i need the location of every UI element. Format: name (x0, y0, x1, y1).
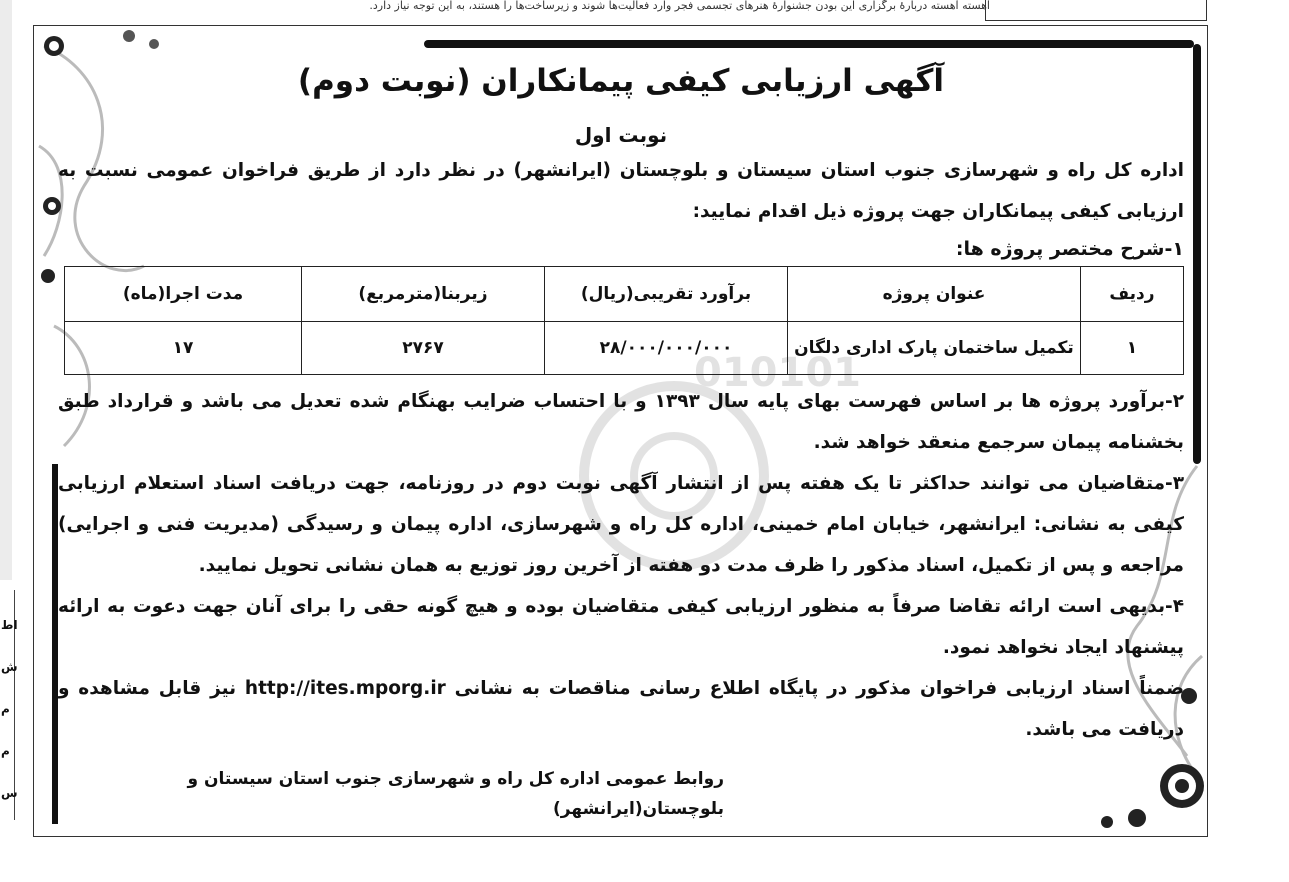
advertisement-frame (33, 25, 1208, 837)
adjacent-box (985, 0, 1207, 21)
previous-article-strip: آهسته آهسته دربارهٔ برگزاری این بودن جشنوارهٔ هنرهای تجسمی فجر وارد فعالیت‌ها شوند و زیرساخت‌ها را هستند، به این توجه نیاز دارد. (369, 0, 990, 12)
projects-table (64, 266, 1184, 375)
column-header: برآورد تقریبی(ریال) (545, 267, 788, 322)
table-header-row (65, 267, 1184, 322)
item-4: ۴-بدیهی است ارائه تقاضا صرفاً به منظور ارزیابی کیفی متقاضیان بوده و هیچ گونه حقی را برای آنان جهت دعوت به ارائه پیشنهاد ایجاد نخواهد نمود. (58, 596, 1184, 658)
notice-subtitle: نوبت اول (574, 123, 668, 147)
table-cell: ۱ (1081, 322, 1184, 375)
margin-letter: س (1, 786, 18, 800)
website-link[interactable]: http://ites.mporg.ir (244, 678, 446, 699)
section-heading: ۱-شرح مختصر پروژه ها: (955, 238, 1184, 260)
item-3: ۳-متقاضیان می توانند حداکثر تا یک هفته پس از انتشار آگهی نوبت دوم در روزنامه، جهت دریافت اسناد استعلام ارزیابی کیفی به نشانی: ایرانشهر، خیابان امام خمینی، اداره کل راه و شهرسازی، اداره پیمان و رسیدگی (مدیریت فنی و اجرایی) مراجعه و پس از تکمیل، اسناد مذکور را ظرف مدت دو هفته از آخرین روز توزیع به همان نشانی تحویل نمایید. (58, 473, 1184, 576)
decorative-bar (424, 40, 1194, 48)
column-header: ردیف (1081, 267, 1184, 322)
note-text: ضمناً اسناد ارزیابی فراخوان مذکور در پایگاه اطلاع رسانی مناقصات به نشانی (454, 678, 1184, 699)
table-cell: ۱۷ (65, 322, 302, 375)
left-column-fragment (0, 590, 18, 820)
margin-letter: ش (1, 660, 18, 674)
note-text: نیز قابل مشاهده و دریافت می باشد. (58, 678, 1184, 740)
table-cell: تکمیل ساختمان پارک اداری دلگان (788, 322, 1081, 375)
column-header: مدت اجرا(ماه) (65, 267, 302, 322)
margin-letter: م (1, 702, 10, 716)
left-column-edge (0, 0, 12, 580)
notice-body (58, 56, 1184, 837)
table-row (65, 322, 1184, 375)
table-cell: ۲۷۶۷ (302, 322, 545, 375)
column-header: عنوان پروژه (788, 267, 1081, 322)
table-cell: ۲۸/۰۰۰/۰۰۰/۰۰۰ (545, 322, 788, 375)
intro-paragraph: اداره کل راه و شهرسازی جنوب استان سیستان و بلوچستان (ایرانشهر) در نظر دارد از طریق فراخوان عمومی نسبت به ارزیابی کیفی پیمانکاران جهت پروژه ذیل اقدام نمایید: (58, 160, 1184, 222)
column-header: زیربنا(مترمربع) (302, 267, 545, 322)
item-2: ۲-برآورد پروژه ها بر اساس فهرست بهای پایه سال ۱۳۹۳ و با احتساب ضرایب بهنگام شده تعدیل می باشد و قرارداد طبق بخشنامه پیمان سرجمع منعقد خواهد شد. (58, 391, 1184, 453)
decorative-bar (1193, 44, 1201, 464)
margin-letter: اط (1, 618, 18, 632)
svg-text:010101: 010101 (694, 350, 861, 396)
website-note (58, 668, 1184, 750)
public-relations-signature: روابط عمومی اداره کل راه و شهرسازی جنوب استان سیستان و بلوچستان(ایرانشهر) (187, 769, 724, 819)
notice-title: آگهی ارزیابی کیفی پیمانکاران (نوبت دوم) (297, 63, 945, 99)
margin-letter: م (1, 744, 10, 758)
